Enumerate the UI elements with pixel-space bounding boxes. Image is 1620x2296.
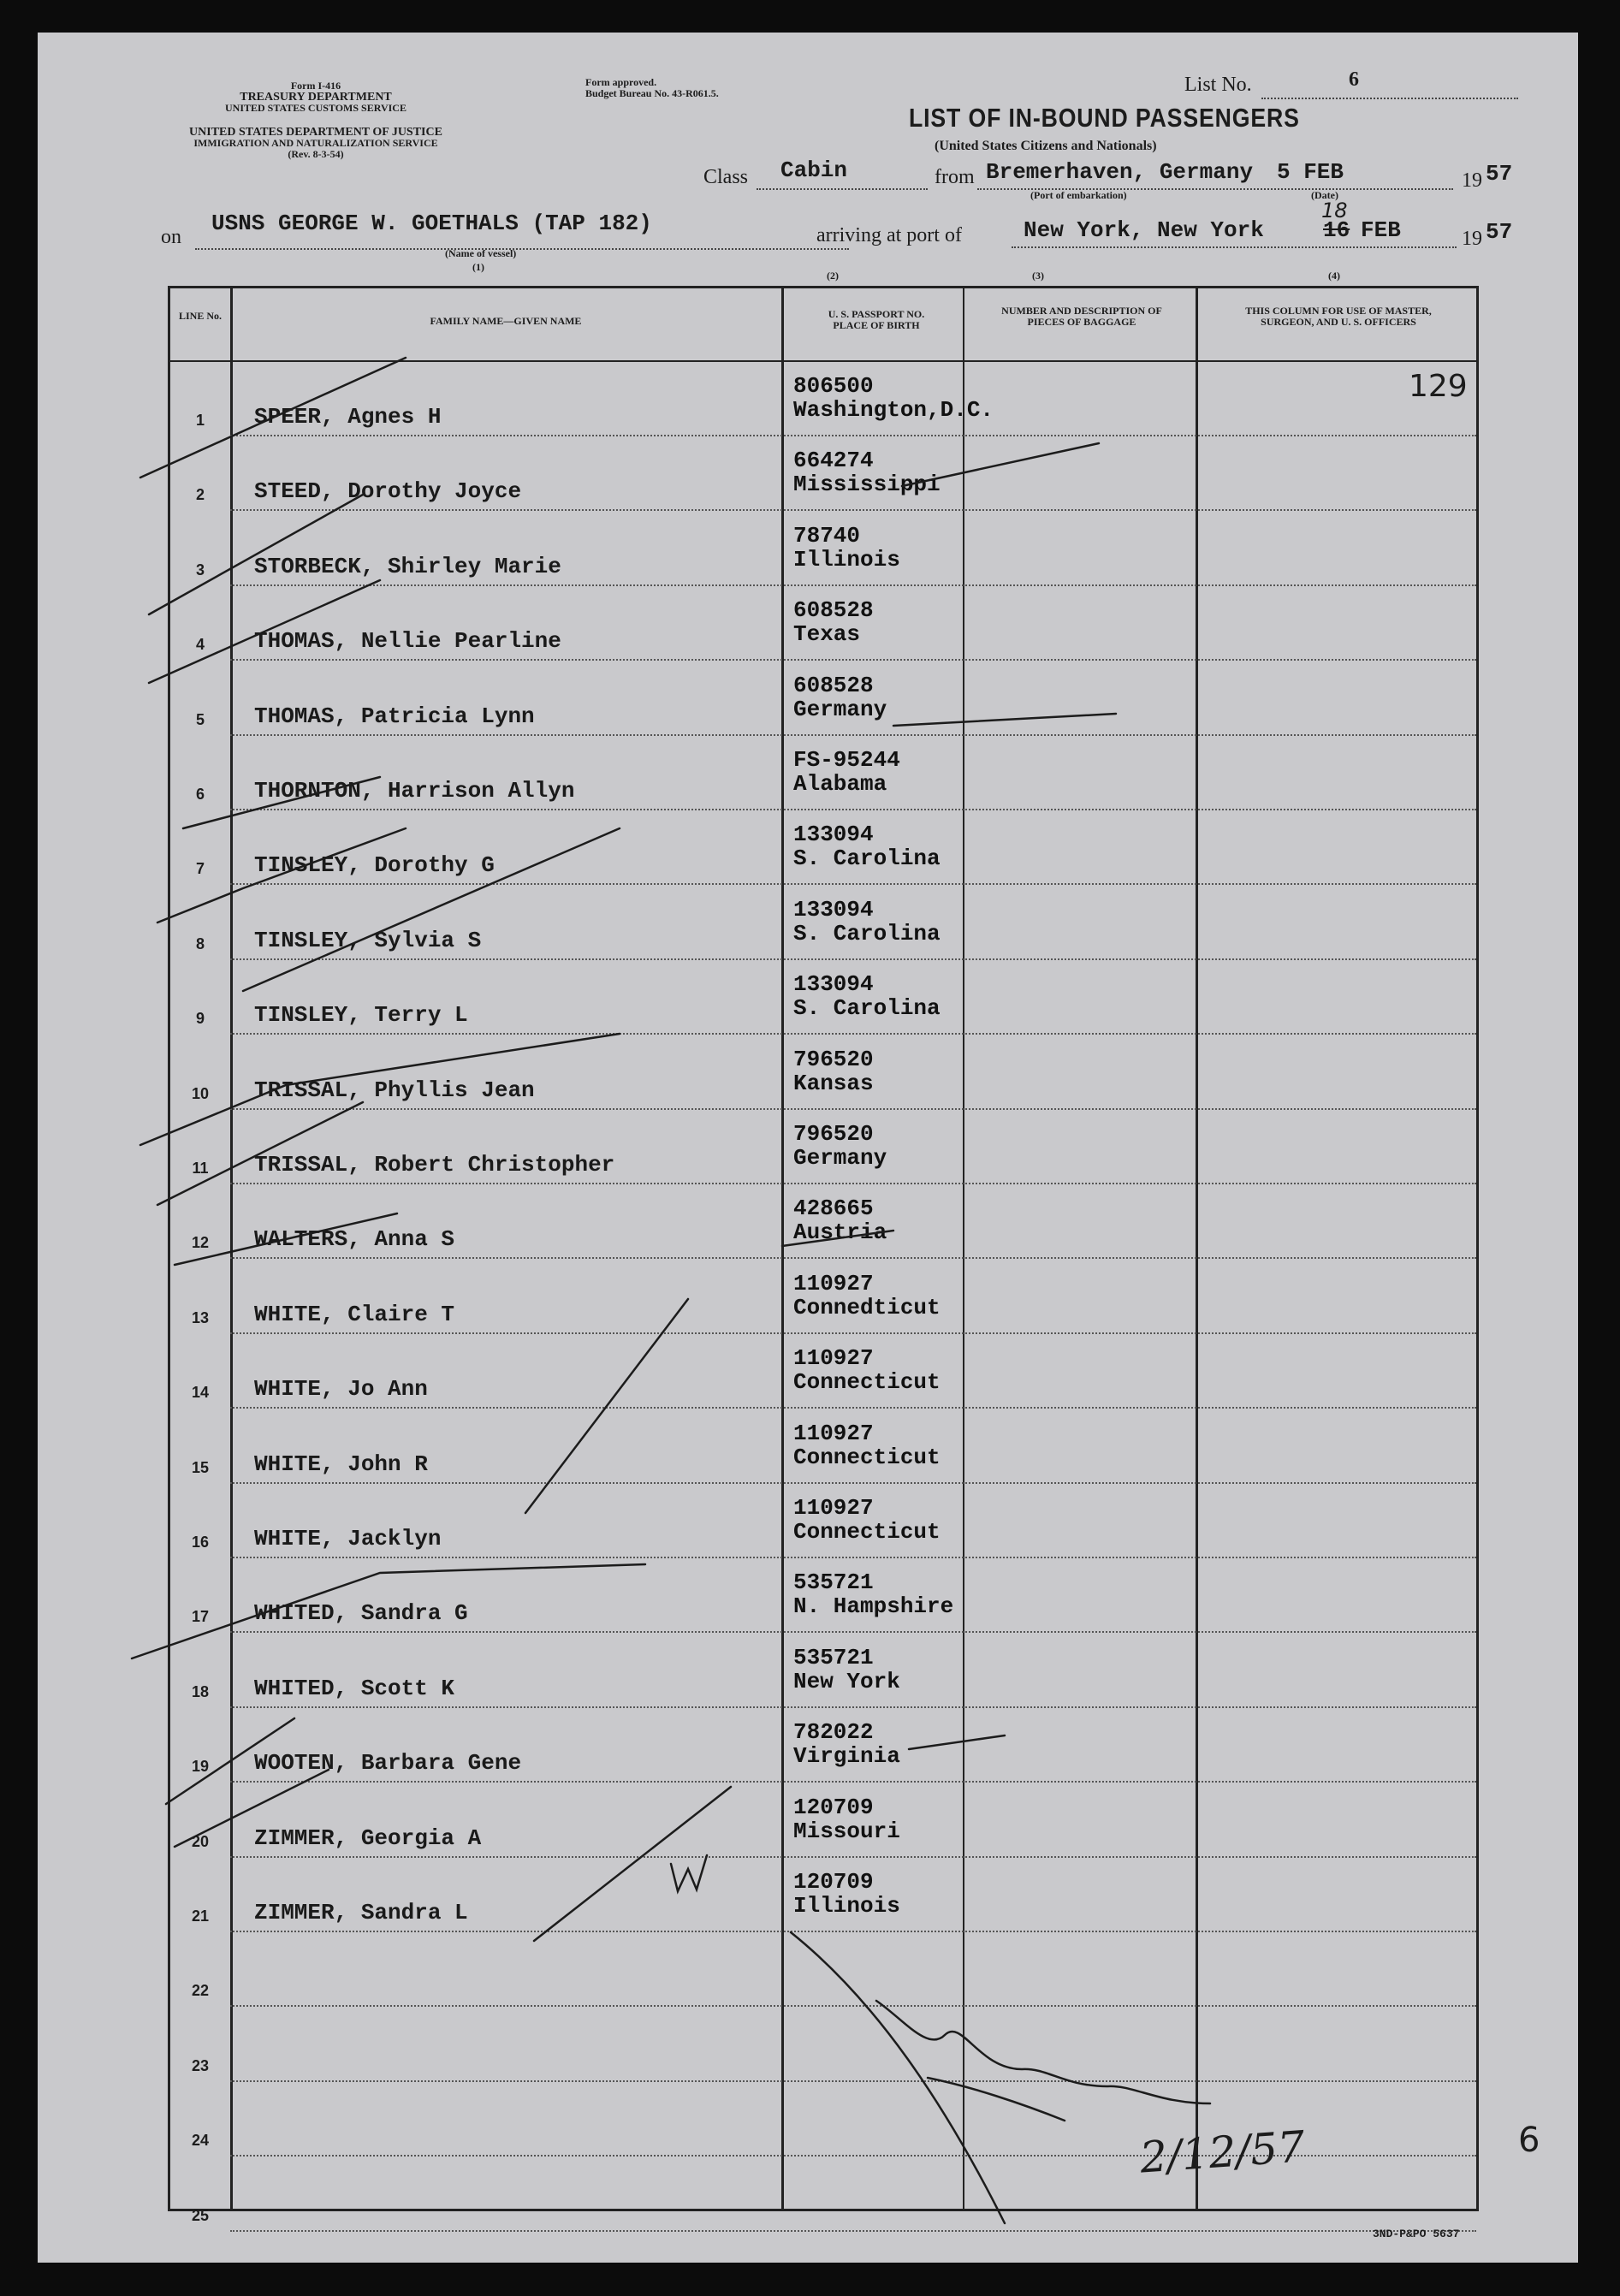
passport-number: 608528 bbox=[793, 672, 874, 698]
margin-number: 6 bbox=[1518, 2121, 1540, 2160]
list-number: 6 bbox=[1349, 68, 1359, 91]
passport-number: 428665 bbox=[793, 1195, 874, 1222]
date-caption: (Date) bbox=[1311, 189, 1338, 201]
line-number: 25 bbox=[191, 2206, 210, 2224]
manifest-sheet bbox=[38, 33, 1578, 2263]
passenger-name: WHITED, Scott K bbox=[254, 1675, 455, 1701]
mark-passport-row-2 bbox=[902, 443, 1099, 486]
arrival-day-struck: 16 bbox=[1323, 217, 1350, 243]
line-number: 22 bbox=[191, 1982, 210, 2000]
arrival-year: 57 bbox=[1486, 219, 1513, 245]
form-number: Form I-416 bbox=[290, 80, 341, 92]
passport-number: FS-95244 bbox=[793, 747, 900, 773]
passenger-name: TINSLEY, Sylvia S bbox=[254, 927, 482, 953]
column-number-1: (1) bbox=[472, 261, 484, 273]
mark-passport-row-5 bbox=[893, 714, 1116, 726]
column-number-4: (4) bbox=[1328, 270, 1340, 282]
passenger-name: WHITE, Claire T bbox=[254, 1301, 455, 1327]
arrival-year-prefix: 19 bbox=[1462, 228, 1482, 250]
line-number: 16 bbox=[191, 1534, 210, 1551]
embarkation-date: 5 FEB bbox=[1277, 159, 1344, 185]
place-of-birth: Washington,D.C. bbox=[793, 397, 994, 423]
line-number: 6 bbox=[195, 786, 205, 803]
header-passport: U. S. PASSPORT NO. PLACE OF BIRTH bbox=[828, 308, 925, 331]
passenger-name: ZIMMER, Georgia A bbox=[254, 1824, 482, 1851]
passport-number: 110927 bbox=[793, 1495, 874, 1521]
line-number: 19 bbox=[191, 1758, 210, 1776]
line-number: 11 bbox=[192, 1160, 209, 1177]
place-of-birth: S. Carolina bbox=[793, 845, 941, 872]
line-number: 15 bbox=[191, 1458, 210, 1476]
header-baggage: NUMBER AND DESCRIPTION OF PIECES OF BAGGAGE bbox=[1001, 305, 1162, 328]
line-number: 10 bbox=[191, 1084, 210, 1102]
place-of-birth: Germany bbox=[793, 696, 887, 722]
passenger-name: WHITE, John R bbox=[254, 1451, 428, 1477]
mark-passport-row-19 bbox=[909, 1735, 1005, 1749]
arrival-day-correction: 18 bbox=[1321, 199, 1348, 222]
place-of-birth: New York bbox=[793, 1668, 900, 1694]
line-number: 4 bbox=[195, 636, 205, 654]
line-number: 18 bbox=[191, 1682, 210, 1700]
line-through-passport-row-12 bbox=[782, 1231, 893, 1246]
class-label: Class bbox=[703, 166, 749, 188]
column-number-2: (2) bbox=[827, 270, 839, 282]
vessel-caption: (Name of vessel) bbox=[445, 247, 517, 259]
passenger-name: WHITE, Jo Ann bbox=[254, 1376, 428, 1403]
year-prefix: 19 bbox=[1462, 169, 1482, 192]
passenger-name: SPEER, Agnes H bbox=[254, 404, 442, 430]
passport-number: 608528 bbox=[793, 597, 874, 624]
passport-number: 110927 bbox=[793, 1345, 874, 1372]
passport-number: 110927 bbox=[793, 1270, 874, 1296]
passenger-name: TINSLEY, Dorothy G bbox=[254, 852, 495, 879]
passenger-name: TRISSAL, Phyllis Jean bbox=[254, 1077, 535, 1103]
place-of-birth: Austria bbox=[793, 1219, 887, 1246]
list-number-label: List No. bbox=[1184, 74, 1252, 96]
passport-number: 782022 bbox=[793, 1719, 874, 1746]
port-embarkation-caption: (Port of embarkation) bbox=[1030, 189, 1127, 201]
place-of-birth: S. Carolina bbox=[793, 920, 941, 946]
passenger-name: ZIMMER, Sandra L bbox=[254, 1900, 468, 1925]
place-of-birth: Alabama bbox=[793, 771, 887, 797]
passport-number: 133094 bbox=[793, 971, 874, 998]
passport-number: 78740 bbox=[793, 522, 861, 549]
on-label: on bbox=[161, 226, 181, 248]
handwritten-marks bbox=[38, 33, 1578, 2263]
treasury-department: TREASURY DEPARTMENT bbox=[240, 91, 392, 104]
place-of-birth: Mississippi bbox=[793, 472, 941, 498]
line-number: 21 bbox=[191, 1907, 210, 1925]
passport-number: 796520 bbox=[793, 1121, 874, 1147]
check-mark-row-10 bbox=[140, 1034, 620, 1145]
check-mark-rows-7-9 bbox=[157, 828, 406, 923]
passport-number: 133094 bbox=[793, 822, 874, 848]
class-value: Cabin bbox=[780, 157, 848, 183]
passenger-name: THOMAS, Patricia Lynn bbox=[254, 703, 535, 729]
passenger-name: THOMAS, Nellie Pearline bbox=[254, 628, 561, 655]
line-number: 14 bbox=[191, 1384, 210, 1402]
officer-count: 129 bbox=[1409, 369, 1468, 404]
place-of-birth: Connecticut bbox=[793, 1369, 941, 1396]
header-officers: THIS COLUMN FOR USE OF MASTER, SURGEON, AND U. S. OFFICERS bbox=[1245, 305, 1432, 328]
passenger-name: THORNTON, Harrison Allyn bbox=[254, 778, 575, 804]
place-of-birth: S. Carolina bbox=[793, 995, 941, 1022]
customs-service: UNITED STATES CUSTOMS SERVICE bbox=[225, 102, 406, 114]
justice-department: UNITED STATES DEPARTMENT OF JUSTICE bbox=[189, 126, 442, 139]
passport-number: 535721 bbox=[793, 1569, 874, 1596]
arrival-port: New York, New York bbox=[1024, 217, 1264, 243]
passenger-name: WALTERS, Anna S bbox=[254, 1226, 455, 1253]
place-of-birth: Illinois bbox=[793, 546, 900, 573]
passport-number: 133094 bbox=[793, 896, 874, 923]
check-mark-row-19 bbox=[166, 1718, 294, 1804]
line-number: 2 bbox=[195, 486, 205, 504]
place-of-birth: Texas bbox=[793, 621, 861, 648]
place-of-birth: Connecticut bbox=[793, 1519, 941, 1545]
place-of-birth: Missouri bbox=[793, 1818, 900, 1844]
passport-number: 120709 bbox=[793, 1794, 874, 1820]
check-mark-row-1 bbox=[140, 358, 406, 478]
signature-flourish bbox=[928, 2078, 1065, 2121]
line-number: 7 bbox=[195, 860, 205, 878]
line-number: 1 bbox=[195, 412, 205, 429]
passenger-name: WHITED, Sandra G bbox=[254, 1600, 468, 1627]
header-name: FAMILY NAME—GIVEN NAME bbox=[430, 315, 582, 327]
check-mark-row-11 bbox=[157, 1102, 363, 1205]
check-mark-row-3 bbox=[149, 495, 363, 614]
vessel-name: USNS GEORGE W. GOETHALS (TAP 182) bbox=[211, 211, 652, 236]
header-line-no: LINE No. bbox=[178, 310, 222, 322]
check-mark-rows-17-18 bbox=[132, 1564, 645, 1658]
passenger-name: TINSLEY, Terry L bbox=[254, 1002, 468, 1029]
check-mark-row-21 bbox=[534, 1787, 731, 1941]
form-revision: (Rev. 8-3-54) bbox=[288, 148, 344, 160]
place-of-birth: Kansas bbox=[793, 1070, 874, 1096]
line-number: 17 bbox=[191, 1608, 210, 1626]
check-mark-row-6 bbox=[183, 777, 380, 828]
place-of-birth: Illinois bbox=[793, 1893, 900, 1919]
check-mark-row-12 bbox=[175, 1213, 397, 1265]
place-of-birth: Germany bbox=[793, 1145, 887, 1171]
line-number: 3 bbox=[195, 561, 205, 578]
signature-date: 2/12/57 bbox=[1138, 2121, 1307, 2183]
place-of-birth: Virginia bbox=[793, 1743, 900, 1770]
check-mark-row-20 bbox=[175, 1770, 329, 1847]
passenger-name: WOOTEN, Barbara Gene bbox=[254, 1750, 522, 1777]
form-approved: Form approved. bbox=[585, 76, 657, 88]
place-of-birth: Connedticut bbox=[793, 1294, 941, 1320]
arriving-label: arriving at port of bbox=[816, 224, 962, 246]
passenger-name: STEED, Dorothy Joyce bbox=[254, 478, 522, 505]
passport-number: 664274 bbox=[793, 448, 874, 474]
arrival-month: FEB bbox=[1361, 217, 1401, 243]
page-subtitle: (United States Citizens and Nationals) bbox=[935, 139, 1157, 153]
passenger-name: TRISSAL, Robert Christopher bbox=[254, 1152, 615, 1178]
line-number: 8 bbox=[195, 934, 205, 952]
line-number: 24 bbox=[191, 2132, 210, 2150]
ins-service: IMMIGRATION AND NATURALIZATION SERVICE bbox=[193, 137, 438, 149]
year-value: 57 bbox=[1486, 161, 1513, 187]
check-mark-row-8 bbox=[243, 828, 620, 991]
passport-number: 535721 bbox=[793, 1644, 874, 1670]
passport-number: 806500 bbox=[793, 373, 874, 399]
place-of-birth: Connecticut bbox=[793, 1444, 941, 1470]
initial-w bbox=[671, 1855, 707, 1891]
passport-number: 120709 bbox=[793, 1869, 874, 1895]
line-number: 13 bbox=[191, 1308, 210, 1326]
column-number-3: (3) bbox=[1032, 270, 1044, 282]
footer-code: 3ND-P&PO 5637 bbox=[1373, 2228, 1460, 2240]
line-number: 9 bbox=[195, 1010, 205, 1028]
line-number: 20 bbox=[191, 1832, 210, 1850]
passport-number: 110927 bbox=[793, 1420, 874, 1446]
signature-slash bbox=[791, 1932, 1005, 2223]
check-mark-rows-13-16 bbox=[525, 1299, 688, 1513]
passenger-name: WHITE, Jacklyn bbox=[254, 1526, 442, 1551]
page-title: LIST OF IN-BOUND PASSENGERS bbox=[909, 103, 1300, 133]
passport-number: 796520 bbox=[793, 1046, 874, 1072]
line-number: 5 bbox=[195, 710, 205, 728]
line-number: 23 bbox=[191, 2056, 210, 2074]
passenger-name: STORBECK, Shirley Marie bbox=[254, 553, 561, 579]
from-label: from bbox=[935, 166, 975, 188]
place-of-birth: N. Hampshire bbox=[793, 1593, 954, 1620]
port-of-embarkation: Bremerhaven, Germany bbox=[986, 159, 1254, 185]
line-number: 12 bbox=[191, 1234, 210, 1252]
budget-bureau: Budget Bureau No. 43-R061.5. bbox=[585, 87, 719, 99]
